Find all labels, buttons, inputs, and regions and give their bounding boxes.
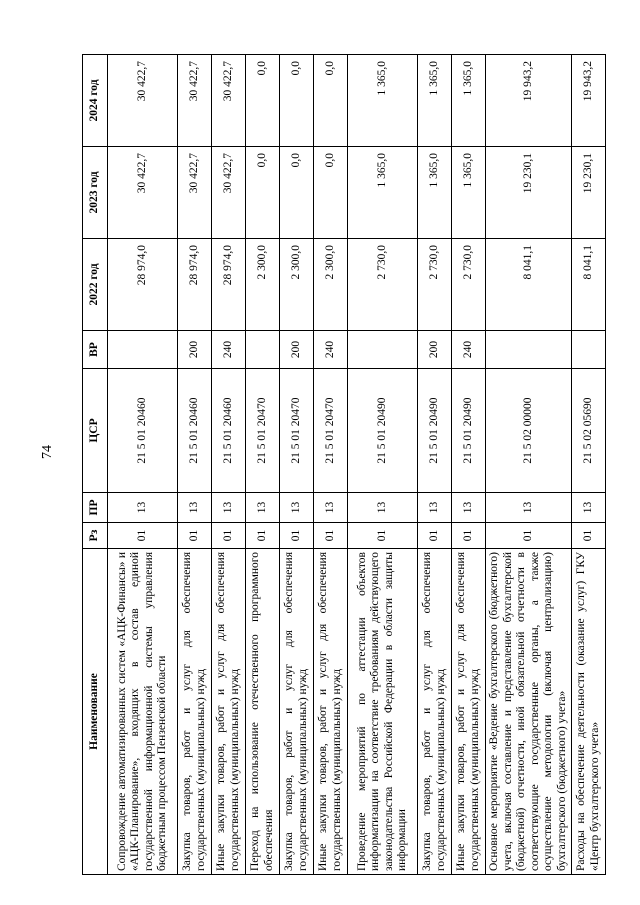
row-vr: 200	[418, 331, 452, 369]
page-number: 74	[40, 445, 55, 459]
row-pr: 13	[314, 493, 348, 523]
row-2024: 30 422,7	[178, 55, 212, 147]
row-rz: 01	[418, 523, 452, 549]
table-row	[108, 55, 178, 875]
table-row	[486, 55, 572, 875]
row-vr	[108, 331, 178, 369]
row-name: Сопровождение автоматизированных систем «АЦК-Финансы» и «АЦК-Планирование», входящих в состав единой государственной информационной системы управления бюджетным процессом Пензенской области	[108, 549, 178, 875]
table-row	[348, 55, 418, 875]
row-name: Закупка товаров, работ и услуг для обеспечения государственных (муниципальных) нужд	[418, 549, 452, 875]
row-2024: 1 365,0	[452, 55, 486, 147]
row-2022: 2 730,0	[418, 239, 452, 331]
row-2024: 0,0	[280, 55, 314, 147]
row-2024: 0,0	[314, 55, 348, 147]
row-vr: 240	[452, 331, 486, 369]
row-pr: 13	[246, 493, 280, 523]
row-pr: 13	[178, 493, 212, 523]
row-pr: 13	[348, 493, 418, 523]
row-2023: 19 230,1	[486, 147, 572, 239]
row-csr: 21 5 01 20470	[314, 369, 348, 493]
table-row	[280, 55, 314, 875]
header-vr: ВР	[83, 331, 108, 369]
row-name: Основное мероприятие «Ведение бухгалтерского (бюджетного) учета, включая составление и представление бухгалтерской (бюджетной) отчетности, иной обязательной отчетности в соответствующие государственные органы, а также осуществление методологии (включая централизацию) бухгалтерского (бюджетного) учета»	[486, 549, 572, 875]
row-name: Иные закупки товаров, работ и услуг для обеспечения государственных (муниципальных) нужд	[452, 549, 486, 875]
row-rz: 01	[212, 523, 246, 549]
row-2022: 2 300,0	[314, 239, 348, 331]
row-2024: 1 365,0	[348, 55, 418, 147]
row-vr: 200	[280, 331, 314, 369]
table-row	[178, 55, 212, 875]
row-2022: 8 041,1	[572, 239, 606, 331]
row-csr: 21 5 01 20460	[108, 369, 178, 493]
row-2023: 0,0	[314, 147, 348, 239]
row-vr: 240	[212, 331, 246, 369]
row-2022: 28 974,0	[212, 239, 246, 331]
row-2023: 0,0	[246, 147, 280, 239]
row-2023: 0,0	[280, 147, 314, 239]
row-name: Закупка товаров, работ и услуг для обеспечения государственных (муниципальных) нужд	[178, 549, 212, 875]
row-2024: 19 943,2	[486, 55, 572, 147]
row-rz: 01	[178, 523, 212, 549]
row-csr: 21 5 01 20490	[418, 369, 452, 493]
row-name: Иные закупки товаров, работ и услуг для обеспечения государственных (муниципальных) нужд	[314, 549, 348, 875]
row-2022: 2 730,0	[452, 239, 486, 331]
row-name: Расходы на обеспечение деятельности (оказание услуг) ГКУ «Центр бухгалтерского учета»	[572, 549, 606, 875]
row-pr: 13	[280, 493, 314, 523]
row-2023: 1 365,0	[348, 147, 418, 239]
row-2024: 30 422,7	[212, 55, 246, 147]
row-rz: 01	[314, 523, 348, 549]
row-rz: 01	[452, 523, 486, 549]
row-2023: 30 422,7	[212, 147, 246, 239]
row-csr: 21 5 01 20460	[212, 369, 246, 493]
table-row	[212, 55, 246, 875]
header-2024: 2024 год	[83, 55, 108, 147]
row-2022: 2 300,0	[246, 239, 280, 331]
row-pr: 13	[418, 493, 452, 523]
row-pr: 13	[108, 493, 178, 523]
table-row	[572, 55, 606, 875]
table-row	[452, 55, 486, 875]
row-rz: 01	[348, 523, 418, 549]
row-2023: 19 230,1	[572, 147, 606, 239]
row-name: Проведение мероприятий по аттестации объектов информатизации на соответствие требованиям действующего законодательства Российской Федерации в области защиты информации	[348, 549, 418, 875]
row-pr: 13	[212, 493, 246, 523]
row-pr: 13	[452, 493, 486, 523]
row-csr: 21 5 01 20470	[246, 369, 280, 493]
budget-table	[82, 54, 606, 875]
row-vr	[348, 331, 418, 369]
row-2022: 8 041,1	[486, 239, 572, 331]
row-name: Иные закупки товаров, работ и услуг для обеспечения государственных (муниципальных) нужд	[212, 549, 246, 875]
row-csr: 21 5 01 20460	[178, 369, 212, 493]
row-pr: 13	[486, 493, 572, 523]
header-2023: 2023 год	[83, 147, 108, 239]
row-vr: 240	[314, 331, 348, 369]
row-rz: 01	[246, 523, 280, 549]
row-vr	[486, 331, 572, 369]
row-2023: 1 365,0	[418, 147, 452, 239]
row-vr: 200	[178, 331, 212, 369]
row-rz: 01	[572, 523, 606, 549]
row-2023: 30 422,7	[178, 147, 212, 239]
row-2024: 1 365,0	[418, 55, 452, 147]
row-vr	[246, 331, 280, 369]
row-2023: 30 422,7	[108, 147, 178, 239]
row-2024: 0,0	[246, 55, 280, 147]
header-name: Наименование	[83, 549, 108, 875]
table-row	[314, 55, 348, 875]
row-pr: 13	[572, 493, 606, 523]
row-name: Переход на использование отечественного программного обеспечения	[246, 549, 280, 875]
row-csr: 21 5 01 20470	[280, 369, 314, 493]
header-pr: ПР	[83, 493, 108, 523]
rotated-page-content	[82, 55, 601, 875]
row-csr: 21 5 01 20490	[348, 369, 418, 493]
table-row	[246, 55, 280, 875]
row-rz: 01	[280, 523, 314, 549]
row-2022: 28 974,0	[108, 239, 178, 331]
row-csr: 21 5 01 20490	[452, 369, 486, 493]
row-2022: 28 974,0	[178, 239, 212, 331]
header-2022: 2022 год	[83, 239, 108, 331]
row-2024: 30 422,7	[108, 55, 178, 147]
table-header-row	[83, 55, 108, 875]
row-name: Закупка товаров, работ и услуг для обеспечения государственных (муниципальных) нужд	[280, 549, 314, 875]
row-2022: 2 300,0	[280, 239, 314, 331]
row-rz: 01	[486, 523, 572, 549]
row-2024: 19 943,2	[572, 55, 606, 147]
row-2023: 1 365,0	[452, 147, 486, 239]
row-2022: 2 730,0	[348, 239, 418, 331]
header-csr: ЦСР	[83, 369, 108, 493]
table-row	[418, 55, 452, 875]
row-csr: 21 5 02 05690	[572, 369, 606, 493]
row-csr: 21 5 02 00000	[486, 369, 572, 493]
header-rz: Рз	[83, 523, 108, 549]
row-vr	[572, 331, 606, 369]
row-rz: 01	[108, 523, 178, 549]
